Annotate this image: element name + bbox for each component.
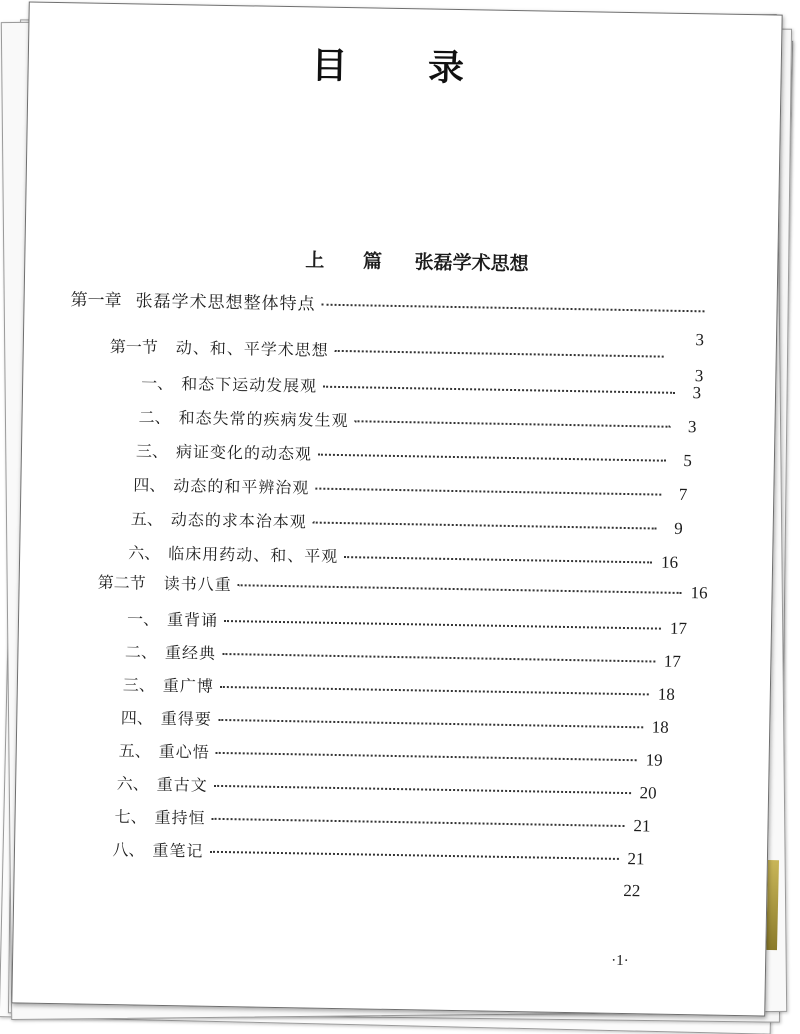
item-number: 五、 [130,509,163,529]
dot-leader [220,686,649,695]
item-number: 一、 [126,609,160,629]
item-page-number: 17 [663,651,682,671]
item-title: 重背诵 [166,610,219,630]
item-title: 重广博 [162,675,215,696]
dot-leader [322,304,705,313]
chapter-page-number: 3 [695,330,705,350]
item-title: 重笔记 [152,840,204,861]
item-number: 四、 [133,475,166,495]
section-title: 动、和、平学术思想 [175,338,329,360]
toc-item[interactable] [131,506,683,539]
part-label: 上 篇 [305,249,399,273]
item-page-number: 18 [657,684,675,704]
trailing-page-number: 22 [623,881,641,901]
dot-leader [224,620,661,630]
toc-item[interactable] [119,738,663,770]
toc-trailing-page-row [620,881,640,901]
section-label: 第二节 [97,572,146,593]
toc-item[interactable] [133,472,687,505]
toc-item[interactable] [138,404,696,437]
item-title: 临床用药动、和、平观 [168,544,339,566]
item-title: 重得要 [160,708,212,729]
chapter-title: 张磊学术思想整体特点 [135,291,316,315]
chapter-label: 第一章 [70,290,122,312]
dot-leader [212,818,625,827]
dot-leader [315,488,661,496]
section-page-number: 16 [690,583,708,603]
item-number: 六、 [116,774,149,794]
toc-item[interactable] [141,371,701,404]
dot-leader [218,719,643,728]
item-number: 八、 [112,840,145,860]
item-number: 四、 [120,708,153,728]
item-page-number: 21 [633,816,651,836]
item-page-number: 3 [692,383,702,403]
item-number: 一、 [140,373,174,394]
item-page-number: 17 [669,618,688,639]
item-number: 七、 [114,807,147,827]
dot-leader [222,653,655,663]
item-page-number: 9 [674,518,683,538]
toc-section-1[interactable] [110,334,670,367]
toc-item[interactable] [114,804,650,836]
dot-leader [318,454,666,462]
dot-leader [344,556,652,563]
item-page-number: 20 [639,783,657,803]
dot-leader [238,584,682,594]
item-number: 五、 [118,741,151,761]
toc-item[interactable] [121,705,669,738]
dot-leader [355,420,671,428]
dot-leader [335,350,664,358]
toc-item[interactable] [128,540,678,573]
toc-chapter-1[interactable] [70,285,710,321]
toc-chapter-1-page-row [684,330,704,350]
page-number: ·1· [611,952,629,970]
part-heading [305,245,529,276]
item-number: 二、 [138,407,171,428]
item-page-number: 3 [687,417,697,437]
item-page-number: 5 [683,450,693,471]
toc-item[interactable] [136,438,692,471]
section-title: 读书八重 [163,573,232,595]
item-number: 二、 [124,642,158,662]
section-label: 第一节 [109,336,158,357]
item-title: 动态的和平辨治观 [173,476,310,498]
toc-item[interactable] [112,837,644,869]
toc-page [11,1,782,1016]
item-title: 和态失常的疾病发生观 [178,408,349,431]
item-page-number: 16 [660,552,679,572]
toc-item[interactable] [116,771,656,803]
toc-item[interactable] [127,606,687,639]
item-page-number: 7 [678,484,688,505]
section-page-number: 3 [694,366,704,386]
toc-item[interactable] [123,672,675,705]
item-number: 三、 [135,441,169,461]
dot-leader [323,386,675,394]
item-title: 和态下运动发展观 [181,374,318,396]
toc-item[interactable] [125,639,681,672]
item-number: 六、 [128,543,161,563]
page-title: 目 录 [311,45,499,90]
item-title: 动态的求本治本观 [170,510,307,532]
toc-section-2[interactable] [97,570,707,604]
item-title: 重古文 [156,774,208,795]
item-title: 病证变化的动态观 [175,442,313,464]
dot-leader [214,785,631,794]
item-page-number: 21 [627,849,645,869]
part-title: 张磊学术思想 [414,251,529,276]
item-page-number: 18 [651,717,669,737]
dot-leader [210,851,619,860]
item-page-number: 19 [645,750,663,770]
item-title: 重心悟 [158,741,210,762]
dot-leader [216,752,637,761]
dot-leader [313,522,657,530]
item-title: 重经典 [164,642,217,663]
item-number: 三、 [122,675,156,695]
item-title: 重持恒 [154,807,206,828]
